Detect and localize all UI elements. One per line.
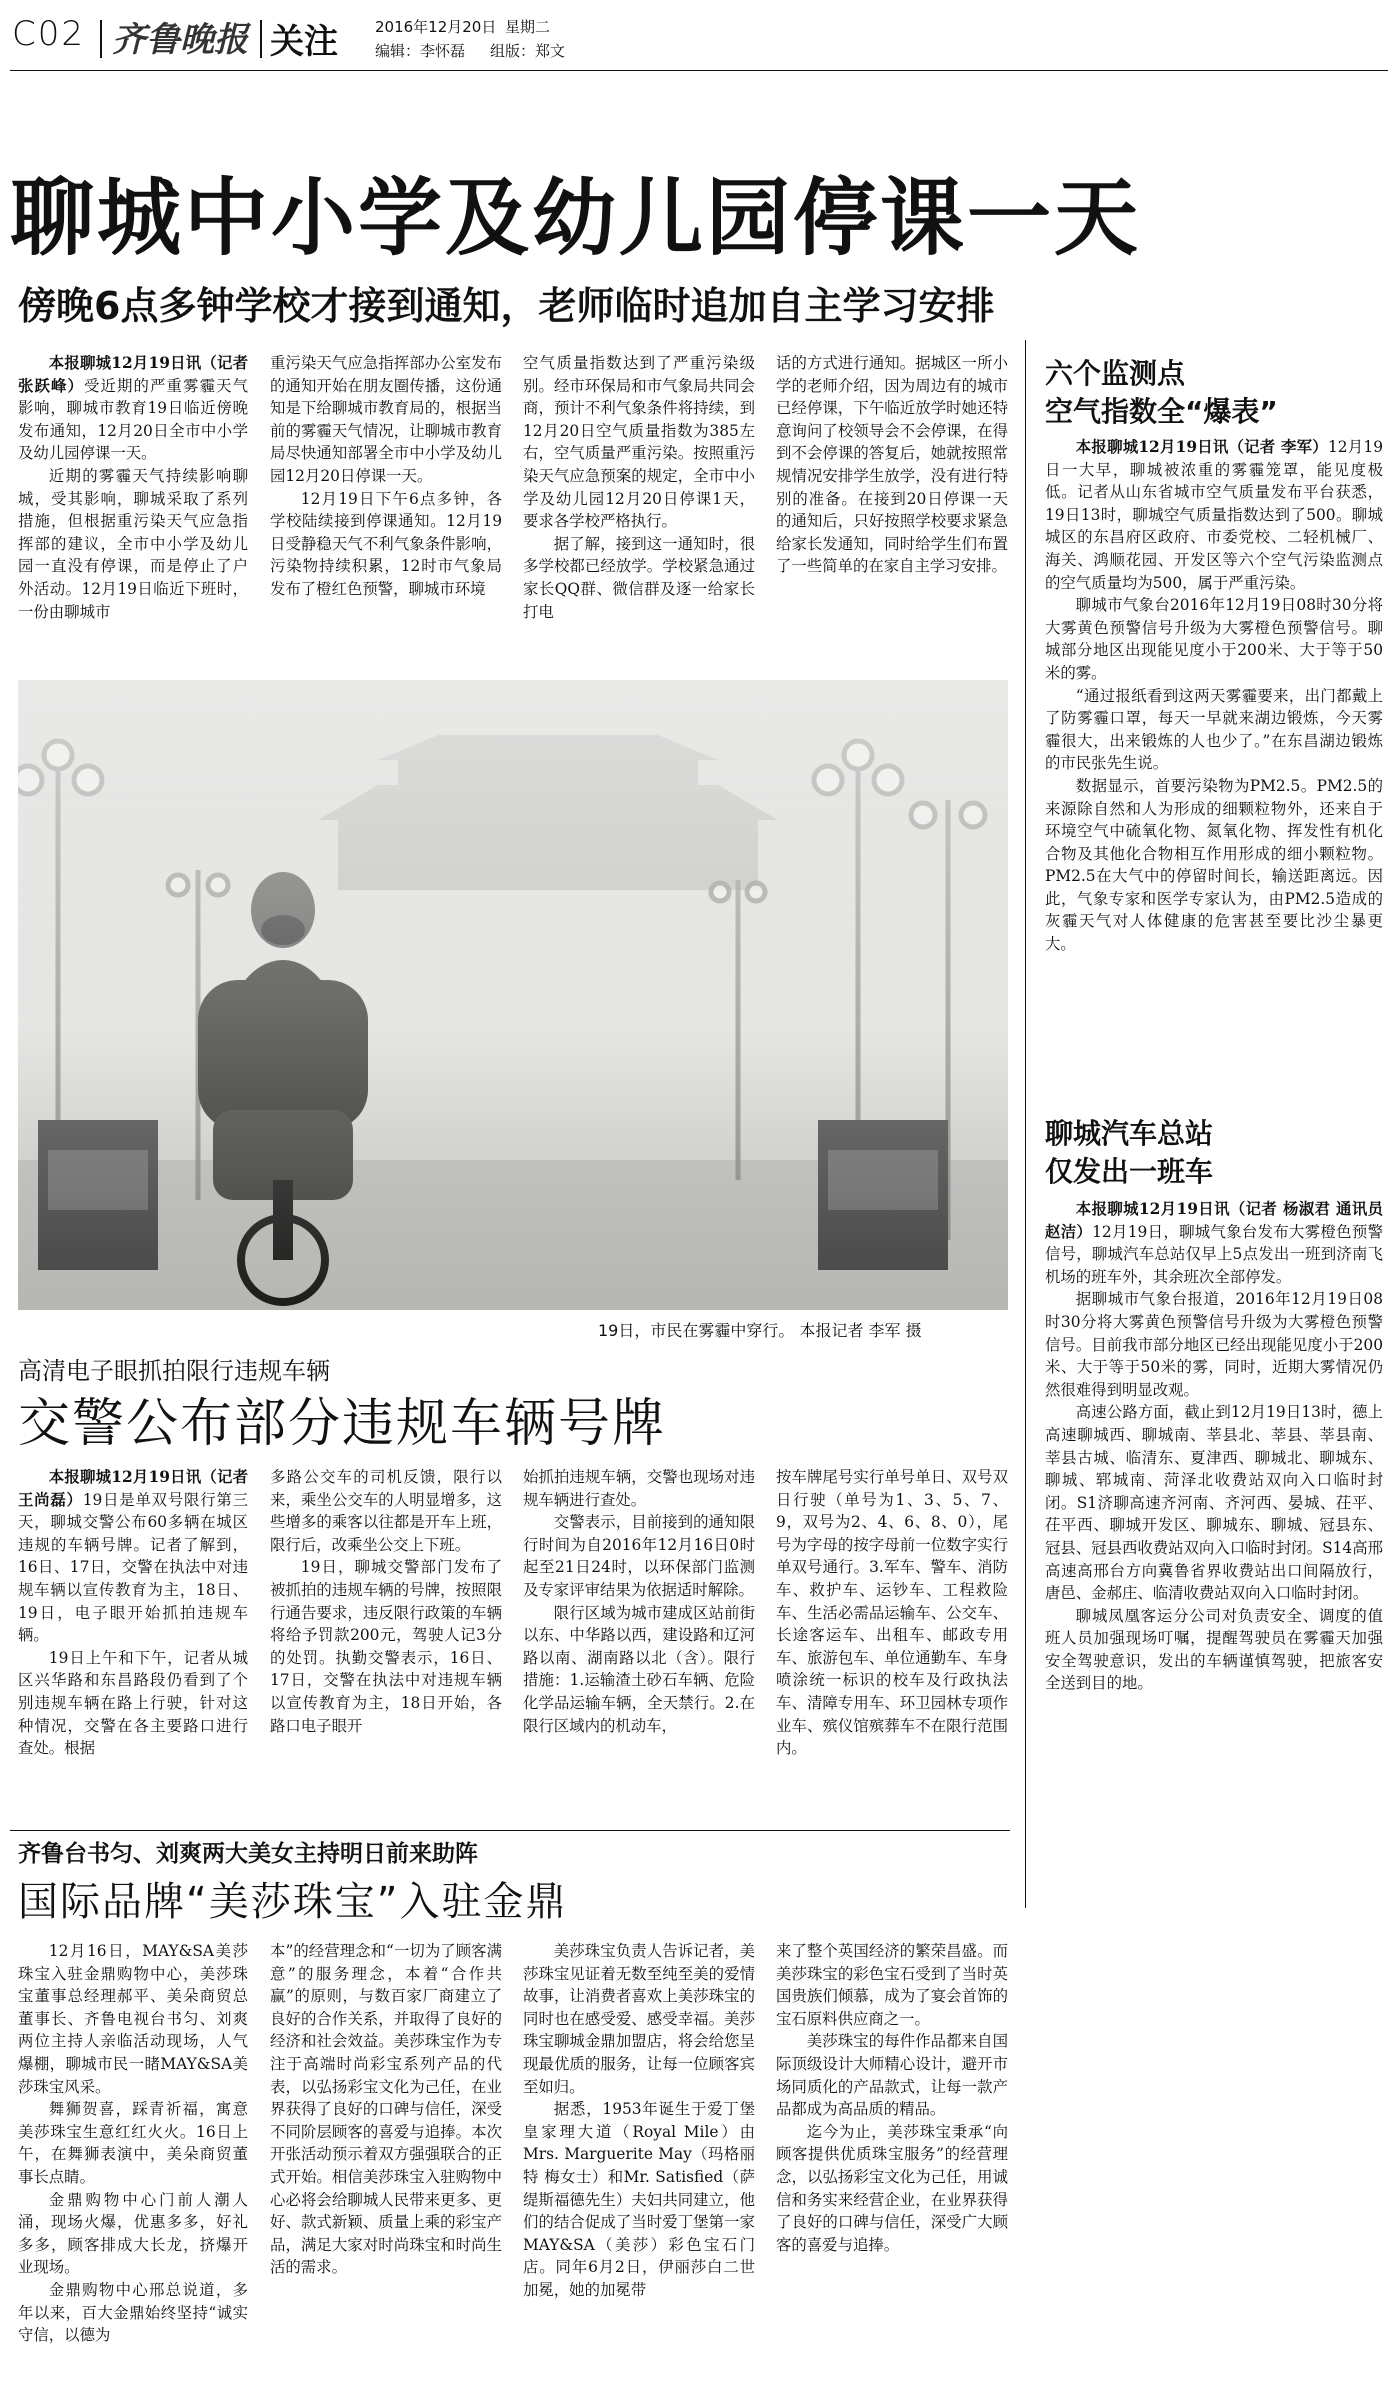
paragraph [523,1602,755,1738]
paragraph [1045,1401,1383,1604]
masthead-divider [100,20,102,58]
paragraph-text: 据悉，1953年诞生于爱丁堡皇家理大道（Royal Mile）由Mrs. Marguerite May（玛格丽特 梅女士）和Mr. Satisfied（萨缇斯福德先生）夫妇共同建立，他们的结合促成了当时爱丁堡第一家MAY&SA（美莎）彩色宝石门店。同年6月2日，伊丽莎白二世加冕，她的加冕带 [523,2100,755,2299]
paragraph-text: 舞狮贺喜，踩青祈福，寓意美莎珠宝生意红红火火。16日上午，在舞狮表演中，美朵商贸董事长点睛。 [18,2100,248,2186]
paragraph-text: 近期的雾霾天气持续影响聊城，受其影响，聊城采取了系列措施，但根据重污染天气应急指挥部的建议，全市中小学及幼儿园一直没有停课，而是停止了户外活动。12月19日临近下班时，一份由聊城市 [18,466,248,621]
masthead-divider [260,20,262,58]
smog-photo [18,680,1008,1310]
paragraph [270,1466,502,1556]
story5-col2 [270,1940,502,2279]
paragraph-text: 来了整个英国经济的繁荣昌盛。而美莎珠宝的彩色宝石受到了当时英国贵族们倾慕，成为了宴会首饰的宝石原料供应商之一。 [776,1942,1008,2028]
story5-col3 [523,1940,755,2302]
paragraph-text: 始抓拍违规车辆，交警也现场对违规车辆进行查处。 [523,1468,755,1509]
paragraph [18,465,248,623]
paragraph [270,1940,502,2279]
paragraph-text: 12月16日，MAY&SA美莎珠宝入驻金鼎购物中心，美莎珠宝董事总经理郝平、美朵商贸总董事长、齐鲁电视台书匀、刘爽两位主持人亲临活动现场，人气爆棚，聊城市民一睹MAY&SA美莎珠宝风采。 [18,1942,248,2096]
paragraph [523,533,755,623]
paragraph-text: 高速公路方面，截止到12月19日13时，德上高速聊城西、聊城南、莘县北、莘县、莘县南、莘县古城、临清东、夏津西、聊城北、聊城东、聊城、郓城南、菏泽北收费站双向入口临时封闭。S1济聊高速齐河南、齐河西、晏城、茌平、茌平西、聊城开发区、聊城东、聊城、冠县东、冠县、冠县西收费站双向入口临时封闭。S14高邢高速高邢台方向冀鲁省界收费站出口间隔放行，唐邑、金郝庄、临清收费站双向入口临时封闭。 [1045,1403,1383,1603]
paragraph [1045,436,1383,594]
paragraph-text: 话的方式进行通知。据城区一所小学的老师介绍，因为周边有的城市已经停课，下午临近放学时她还特意询问了校领导会不会停课，在得到不会停课的答复后，她就按照常规情况安排学生放学，没有进行特别的准备。在接到20日停课一天的通知后，只好按照学校要求紧急给家长发通知，同时给学生们布置了一些简单的在家自主学习安排。 [776,354,1008,576]
paragraph-text: 12月19日下午6点多钟，各学校陆续接到停课通知。12月19日受静稳天气不利气象条件影响，污染物持续积累，12时市气象局发布了橙红色预警，聊城市环境 [270,489,502,598]
story1-headline: 聊城中小学及幼儿园停课一天 [10,169,1142,267]
paragraph-text: 12月19日，聊城气象台发布大雾橙色预警信号，聊城汽车总站仅早上5点发出一班到济南飞机场的班车外，其余班次全部停发。 [1045,1222,1383,1286]
paragraph [270,488,502,601]
paragraph [523,1511,755,1601]
story1-col3 [523,352,755,623]
page-number: C02 [12,14,86,54]
story5-kicker: 齐鲁台书匀、刘爽两大美女主持明日前来助阵 [18,1841,478,1867]
paragraph [18,1940,248,2098]
paragraph [776,2121,1008,2257]
layout-credit: 组版：郑文 [490,42,566,60]
paragraph-text: 迄今为止，美莎珠宝秉承“向顾客提供优质珠宝服务”的经营理念，以弘扬彩宝文化为己任，用诚信和务实来经营企业，在业界获得了良好的口碑与信任，深受广大顾客的喜爱与追捧。 [776,2122,1008,2254]
byline: 本报聊城12月19日讯（记者 杨淑君 通讯员 赵洁） [1045,1200,1383,1241]
story4-col2 [270,1466,502,1737]
story3-headline-line2: 仅发出一班车 [1045,1155,1214,1188]
paragraph-text: 据聊城市气象台报道，2016年12月19日08时30分将大雾黄色预警信号升级为大雾橙色预警信号。目前我市部分地区已经出现能见度小于200米、大于等于50米的雾，同时，近期大雾情况仍然很难得到明显改观。 [1045,1290,1383,1399]
story4-col4 [776,1466,1008,1760]
paragraph-text: 美莎珠宝的每件作品都来自国际顶级设计大师精心设计，避开市场同质化的产品款式，让每一款产品都成为高品质的精品。 [776,2032,1008,2119]
paragraph [270,352,502,488]
paragraph [1045,685,1383,775]
story5-top-rule [10,1830,1010,1831]
story5-col4 [776,1940,1008,2256]
story2-body [1045,436,1383,956]
story4-col1 [18,1466,248,1760]
issue-date: 2016年12月20日 [375,18,497,36]
paragraph-text: 数据显示，首要污染物为PM2.5。PM2.5的来源除自然和人为形成的细颗粒物外，还来自于环境空气中硫氧化物、氮氧化物、挥发性有机化合物及其他化合物相互作用形成的细小颗粒物。PM2.5在大气中的停留时间长，输送距离远。因此，气象专家和医学专家认为，由PM2.5造成的灰霾天气对人体健康的危害甚至要比沙尘暴更大。 [1045,776,1383,954]
paragraph-text: 按车牌尾号实行单号单日、双号双日行驶（单号为1、3、5、7、9，双号为2、4、6、8、0），尾号为字母的按字母前一位数字实行单双号通行。3.军车、警车、消防车、救护车、运钞车、工程救险车、生活必需品运输车、公交车、长途客运车、出租车、邮政专用车、旅游包车、单位通勤车、车身喷涂统一标识的校车及行政执法车、清障专用车、环卫园林专项作业车、殡仪馆殡葬车不在限行范围内。 [776,1468,1008,1758]
paragraph [18,352,248,465]
byline: 本报聊城12月19日讯（记者 张跃峰） [18,354,248,395]
paragraph [523,2098,755,2301]
paragraph [523,352,755,533]
paragraph-text: 空气质量指数达到了严重污染级别。经市环保局和市气象局共同会商，预计不利气象条件将持续，到12月20日空气质量指数为385左右，空气质量严重污染。按照重污染天气应急预案的规定，全市中小学及幼儿园12月20日停课1天，要求各学校严格执行。 [523,354,755,531]
story2-headline-line2: 空气指数全“爆表” [1045,395,1278,428]
paragraph [523,1466,755,1511]
story4-col3 [523,1466,755,1737]
paragraph-text: 聊城市气象台2016年12月19日08时30分将大雾黄色预警信号升级为大雾橙色预警信号。聊城部分地区出现能见度小于200米、大于等于50米的雾。 [1045,596,1383,682]
paragraph [776,352,1008,578]
paragraph-text: 本”的经营理念和“一切为了顾客满意”的服务理念，本着“合作共赢”的原则，与数百家厂商建立了良好的合作关系，并取得了良好的经济和社会效益。美莎珠宝作为专注于高端时尚彩宝系列产品的代表，以弘扬彩宝文化为己任，在业界获得了良好的口碑与信任，深受不同阶层顾客的喜爱与追捧。本次开张活动预示着双方强强联合的正式开始。相信美莎珠宝入驻购物中心必将会给聊城人民带来更多、更好、款式新颖、质量上乘的彩宝产品，满足大家对时尚珠宝和时尚生活的需求。 [270,1942,502,2277]
paragraph [18,2279,248,2347]
paragraph [1045,775,1383,956]
story1-subhead: 傍晚6点多钟学校才接到通知，老师临时追加自主学习安排 [18,284,995,328]
paragraph-text: 限行区域为城市建成区站前街以东、中华路以西，建设路和辽河路以南、湖南路以北（含）。限行措施：1.运输渣土砂石车辆、危险化学品运输车辆，全天禁行。2.在限行区域内的机动车， [523,1603,755,1735]
paragraph [18,2098,248,2188]
editor-credit: 编辑：李怀磊 [375,42,466,60]
paragraph-text: 金鼎购物中心门前人潮人涌，现场火爆，优惠多多，好礼多多，顾客排成大长龙，挤爆开业现场。 [18,2190,248,2277]
paragraph [270,1556,502,1737]
story2-headline-line1: 六个监测点 [1045,357,1186,390]
story1-col4 [776,352,1008,578]
photo-caption: 19日，市民在雾霾中穿行。 本报记者 李军 摄 [598,1321,922,1340]
paragraph [18,2189,248,2279]
masthead-rule [10,70,1388,71]
story5-headline: 国际品牌“美莎珠宝”入驻金鼎 [18,1879,568,1925]
paragraph-text: 19日上午和下午，记者从城区兴华路和东昌路段仍看到了个别违规车辆在路上行驶，针对这种情况，交警在各主要路口进行查处。根据 [18,1648,248,1758]
paragraph-text: “通过报纸看到这两天雾霾要来，出门都戴上了防雾霾口罩，每天一早就来湖边锻炼，今天雾霾很大，出来锻炼的人也少了。”在东昌湖边锻炼的市民张先生说。 [1045,686,1383,773]
paper-logo: 齐鲁晚报 [112,20,248,60]
byline: 本报聊城12月19日讯（记者 李军） [1075,438,1328,456]
paragraph-text: 美莎珠宝负责人告诉记者，美莎珠宝见证着无数至纯至美的爱情故事，让消费者喜欢上美莎珠宝的同时也在感受爱、感受幸福。美莎珠宝聊城金鼎加盟店，将会给您呈现最优质的服务，让每一位顾客宾至如归。 [523,1942,755,2096]
story1-col1 [18,352,248,623]
story3-body [1045,1198,1383,1695]
story3-headline-line1: 聊城汽车总站 [1045,1117,1214,1150]
byline: 本报聊城12月19日讯（记者 王尚磊） [18,1468,248,1509]
paragraph [523,1940,755,2098]
story4-kicker: 高清电子眼抓拍限行违规车辆 [18,1357,330,1385]
paragraph [1045,1198,1383,1288]
story1-col2 [270,352,502,601]
story4-headline: 交警公布部分违规车辆号牌 [18,1394,667,1454]
paragraph [1045,1288,1383,1401]
paragraph [776,1466,1008,1760]
issue-weekday: 星期二 [505,18,551,36]
smog-scene [18,680,1008,1310]
paragraph-text: 聊城凤凰客运分公司对负责安全、调度的值班人员加强现场叮嘱，提醒驾驶员在雾霾天加强安全驾驶意识，发出的车辆谨慎驾驶，把旅客安全送到目的地。 [1045,1606,1383,1693]
paragraph [1045,1605,1383,1695]
story5-col1 [18,1940,248,2347]
paragraph-text: 受近期的严重雾霾天气影响，聊城市教育19日临近傍晚发布通知，12月20日全市中小学及幼儿园停课一天。 [18,376,248,463]
paragraph-text: 据了解，接到这一通知时，很多学校都已经放学。学校紧急通过家长QQ群、微信群及逐一给家长打电 [523,534,755,621]
paragraph [18,1647,248,1760]
paragraph-text: 19日，聊城交警部门发布了被抓拍的违规车辆的号牌，按照限行通告要求，违反限行政策的车辆将给予罚款200元，驾驶人记3分的处罚。执勤交警表示，16日、17日，交警在执法中对违规车辆以宣传教育为主，18日开始，各路口电子眼开 [270,1558,502,1735]
paragraph [1045,594,1383,684]
sidebar-divider [1025,340,1026,1908]
paragraph [18,1466,248,1647]
paragraph-text: 交警表示，目前接到的通知限行时间为自2016年12月16日0时起至21日24时，以环保部门监测及专家评审结果为依据适时解除。 [523,1513,755,1599]
paragraph-text: 多路公交车的司机反馈，限行以来，乘坐公交车的人明显增多，这些增多的乘客以往都是开车上班，限行后，改乘坐公交上下班。 [270,1468,502,1554]
paragraph-text: 金鼎购物中心邢总说道，多年以来，百大金鼎始终坚持“诚实守信，以德为 [18,2280,248,2345]
paragraph-text: 重污染天气应急指挥部办公室发布的通知开始在朋友圈传播，这份通知是下给聊城市教育局的，根据当前的雾霾天气情况，让聊城市教育局尽快通知部署全市中小学及幼儿园12月20日停课一天。 [270,354,502,485]
paragraph [776,2030,1008,2120]
section-name: 关注 [270,22,338,62]
paragraph-text: 12月19日一大早，聊城被浓重的雾霾笼罩，能见度极低。记者从山东省城市空气质量发布平台获悉，19日13时，聊城空气质量指数达到了500。聊城城区的东昌府区政府、市委党校、二轻机械厂、海关、鸿顺花园、开发区等六个空气污染监测点的空气质量均为500，属于严重污染。 [1045,438,1383,592]
paragraph-text: 19日是单双号限行第三天，聊城交警公布60多辆在城区违规的车辆号牌。记者了解到，16日、17日，交警在执法中对违规车辆以宣传教育为主，18日、19日，电子眼开始抓拍违规车辆。 [18,1490,248,1645]
paragraph [776,1940,1008,2030]
